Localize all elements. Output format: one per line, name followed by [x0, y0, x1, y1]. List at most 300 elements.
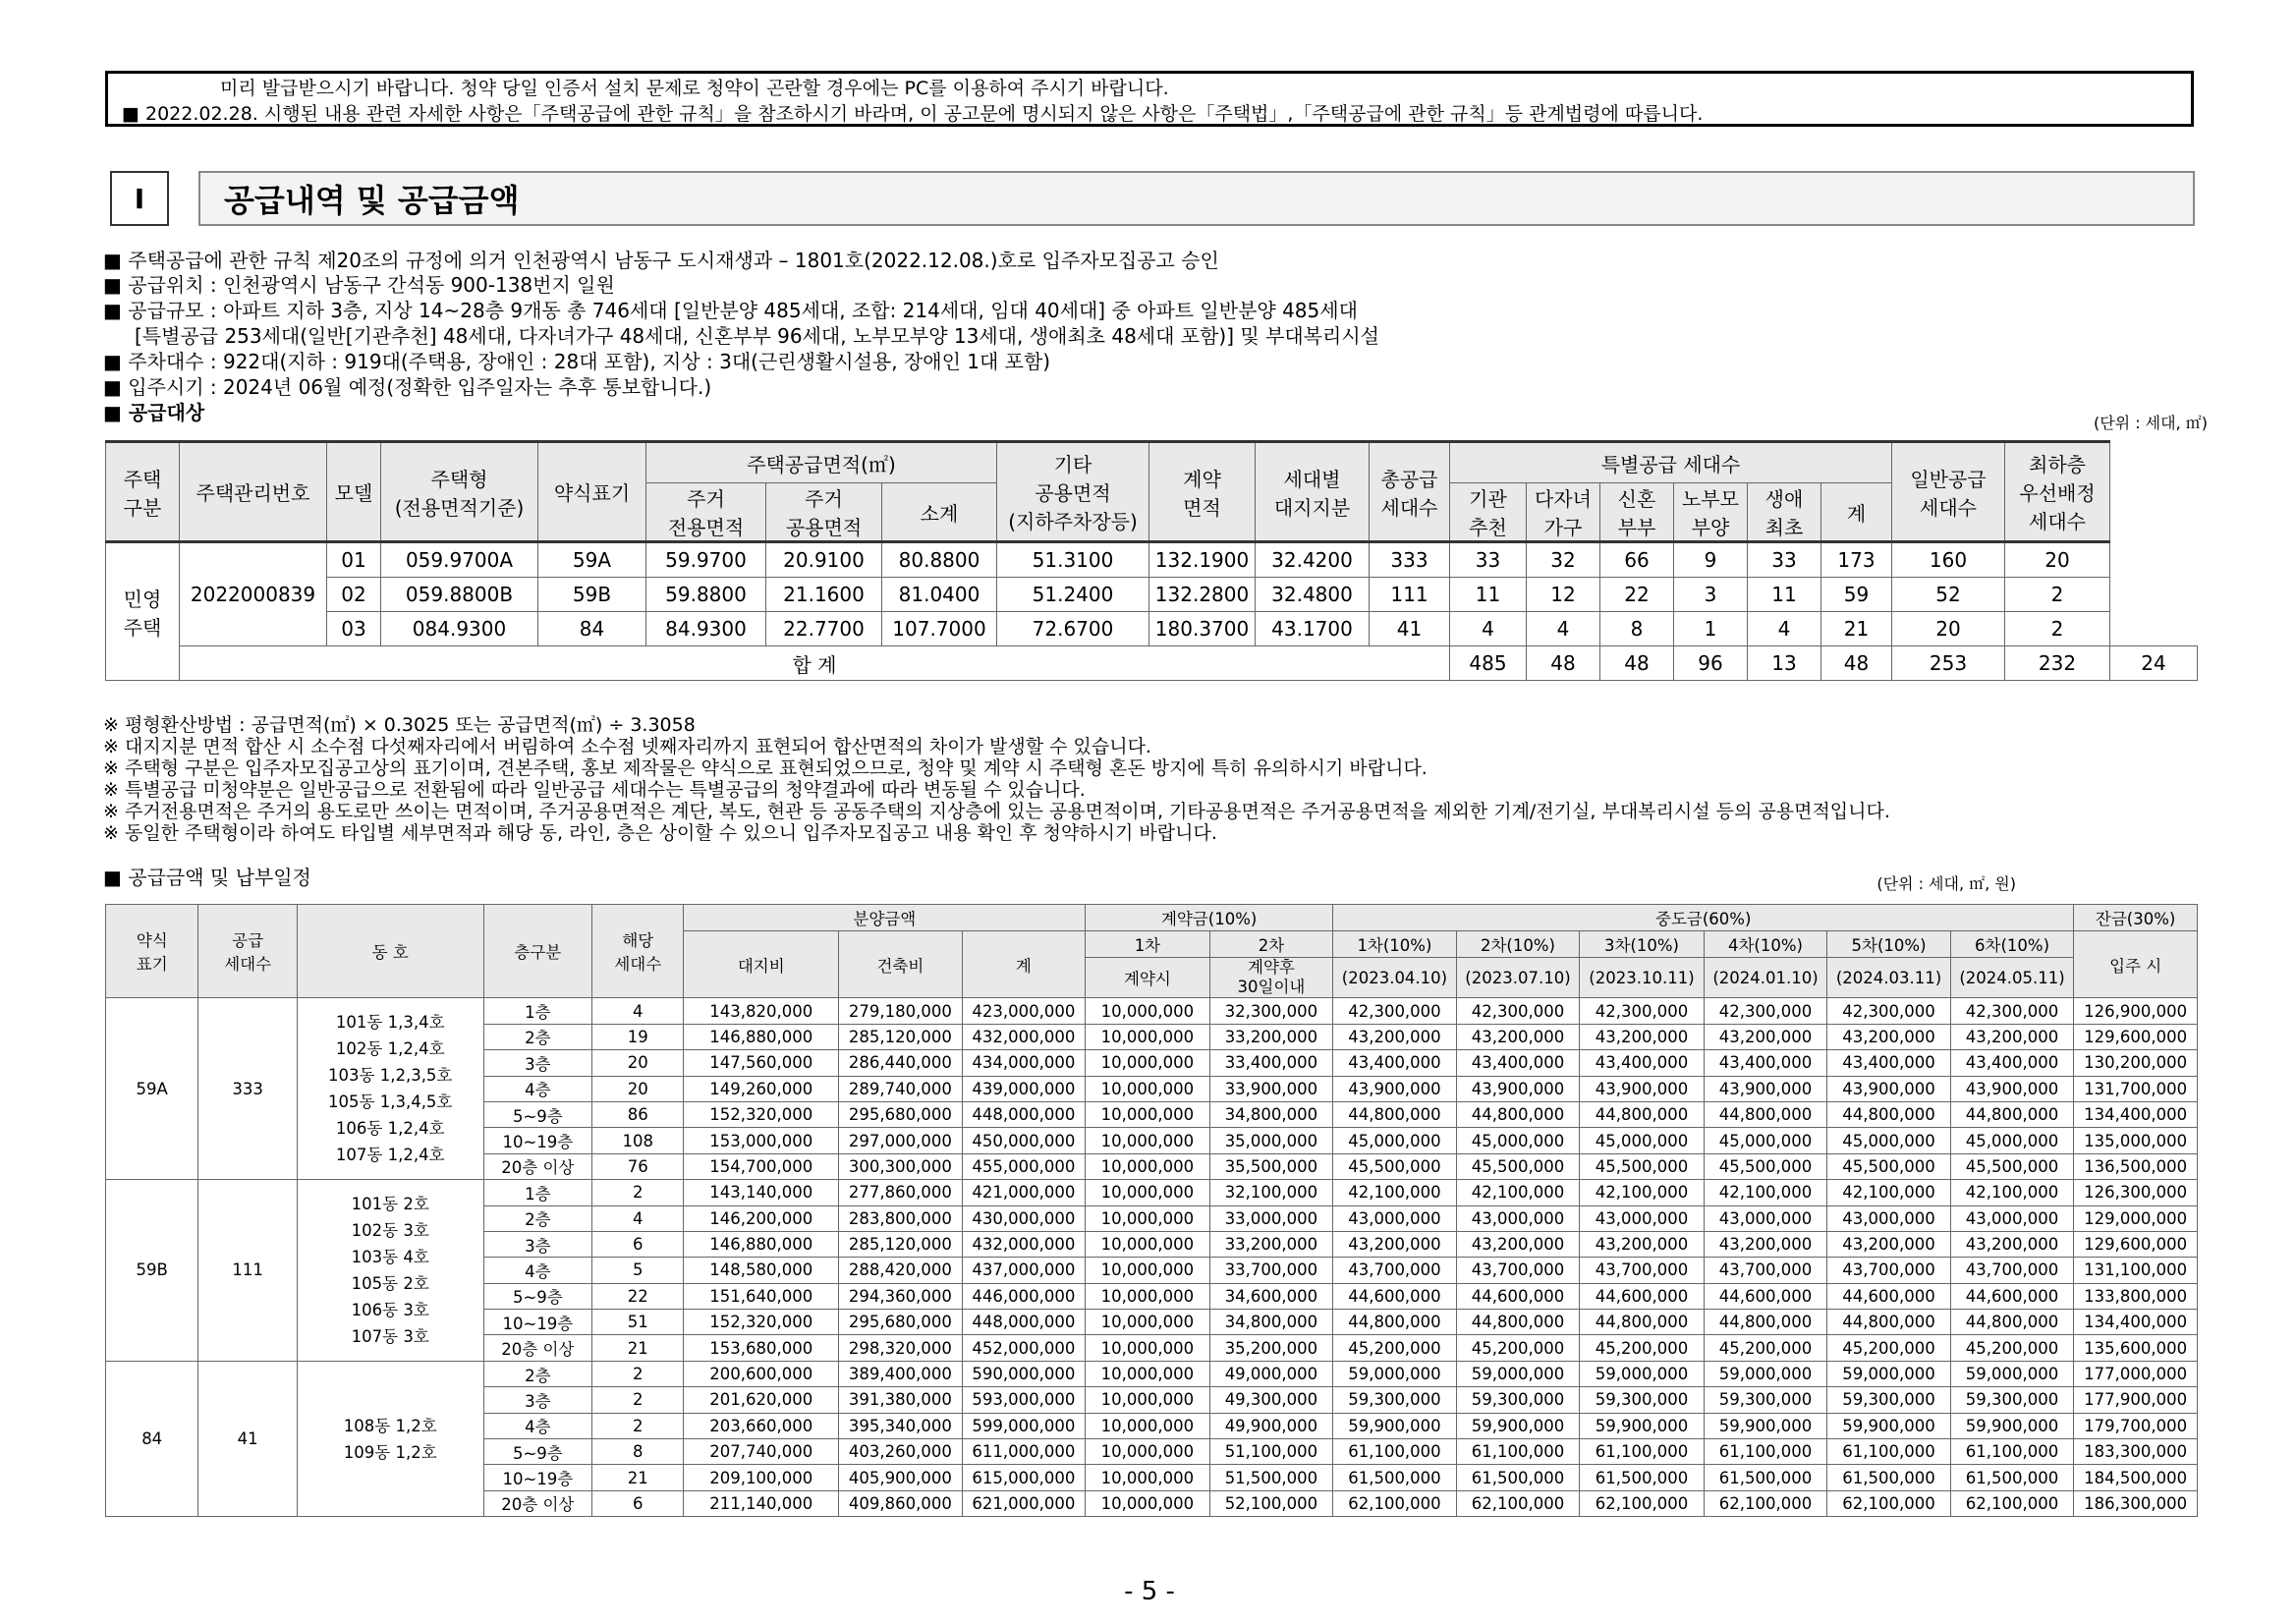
table-cell: 4층 — [483, 1413, 591, 1438]
table-cell: 43,200,000 — [1827, 1024, 1951, 1049]
table-cell: 391,380,000 — [839, 1387, 963, 1413]
table-cell: 33,900,000 — [1209, 1076, 1333, 1101]
table-cell: 32.4800 — [1256, 578, 1370, 612]
table-cell: 59,900,000 — [1950, 1413, 2074, 1438]
table-cell: 4 — [1527, 612, 1600, 646]
table-cell: 9 — [1674, 542, 1748, 578]
dongho-item: 103동 4호 — [351, 1247, 429, 1266]
dongho-item: 107동 3호 — [351, 1326, 429, 1346]
th2-mid-date-2: (2023.07.10) — [1456, 958, 1580, 998]
table-cell: 10,000,000 — [1086, 998, 1210, 1024]
table-cell: 4층 — [483, 1076, 591, 1101]
table-cell: 430,000,000 — [962, 1205, 1086, 1231]
th-general: 일반공급 세대수 — [1892, 442, 2005, 542]
th2-dep1: 1차 — [1086, 931, 1210, 958]
table-cell: 42,100,000 — [1580, 1180, 1705, 1205]
table-cell: 129,600,000 — [2074, 1024, 2198, 1049]
table-cell: 297,000,000 — [839, 1128, 963, 1153]
table-cell: 146,200,000 — [684, 1205, 839, 1231]
table-cell: 43.1700 — [1256, 612, 1370, 646]
table-cell: 4 — [592, 1205, 684, 1231]
cell-short: 59B — [106, 1180, 198, 1362]
th-house-class — [106, 442, 180, 542]
table-cell: 62,100,000 — [1704, 1490, 1827, 1516]
table-cell: 232 — [2005, 646, 2110, 681]
th2-mid-5: 5차(10%) — [1827, 931, 1951, 958]
table-cell: 403,260,000 — [839, 1439, 963, 1465]
table-cell: 135,000,000 — [2074, 1128, 2198, 1153]
table-cell: 10~19층 — [483, 1465, 591, 1490]
table-cell: 43,000,000 — [1580, 1205, 1705, 1231]
table-cell: 42,100,000 — [1333, 1180, 1457, 1205]
cell-mgmt-no: 2022000839 — [180, 542, 327, 646]
table-cell: 421,000,000 — [962, 1180, 1086, 1205]
cell-short: 84 — [106, 1361, 198, 1516]
th-other-common: 기타 공용면적 (지하주차장등) — [997, 442, 1149, 542]
table-row — [106, 998, 2198, 1024]
table-cell: 59.9700 — [646, 542, 766, 578]
th-lowest-floor: 최하층 우선배정 세대수 — [2005, 442, 2110, 542]
table-cell: 10,000,000 — [1086, 1310, 1210, 1335]
table-cell: 44,800,000 — [1580, 1310, 1705, 1335]
table-cell: 21 — [592, 1335, 684, 1361]
table-cell: 43,400,000 — [1456, 1050, 1580, 1076]
table-cell: 48 — [1600, 646, 1674, 681]
table-cell: 44,800,000 — [1827, 1310, 1951, 1335]
section-number: I — [110, 171, 169, 226]
table-cell: 43,400,000 — [1950, 1050, 2074, 1076]
table-cell: 131,100,000 — [2074, 1258, 2198, 1283]
table-cell: 49,900,000 — [1209, 1413, 1333, 1438]
table-cell: 43,400,000 — [1333, 1050, 1457, 1076]
table-cell: 183,300,000 — [2074, 1439, 2198, 1465]
table-cell: 279,180,000 — [839, 998, 963, 1024]
note-line: ※ 주택형 구분은 입주자모집공고상의 표기이며, 견본주택, 홍보 제작물은 약식으로 표현되었으므로, 청약 및 계약 시 주택형 혼돈 방지에 특히 유의하시기 바랍니다. — [103, 757, 1428, 779]
table-cell: 32,100,000 — [1209, 1180, 1333, 1205]
table-cell: 34,600,000 — [1209, 1283, 1333, 1309]
cell-supply: 111 — [198, 1180, 297, 1362]
table-cell: 134,400,000 — [2074, 1101, 2198, 1127]
table-cell: 6 — [592, 1490, 684, 1516]
table-cell: 130,200,000 — [2074, 1050, 2198, 1076]
table-cell: 43,900,000 — [1580, 1076, 1705, 1101]
table-cell: 180.3700 — [1149, 612, 1256, 646]
table-cell: 173 — [1821, 542, 1892, 578]
table-cell: 20층 이상 — [483, 1490, 591, 1516]
table-cell: 43,900,000 — [1456, 1076, 1580, 1101]
th-exclusive: 주거 전용면적 — [646, 483, 766, 542]
table-cell: 253 — [1892, 646, 2005, 681]
note-line: ※ 특별공급 미청약분은 일반공급으로 전환됨에 따라 일반공급 세대수는 특별공급의 청약결과에 따라 변동될 수 있습니다. — [103, 779, 1086, 801]
table-cell: 42,300,000 — [1950, 998, 2074, 1024]
section-title — [198, 171, 2195, 226]
table-cell: 289,740,000 — [839, 1076, 963, 1101]
table-cell: 45,200,000 — [1580, 1335, 1705, 1361]
section-title-text: 공급내역 및 공급금액 — [224, 182, 520, 219]
table-cell: 146,880,000 — [684, 1024, 839, 1049]
note-line: ※ 동일한 주택형이라 하여도 타입별 세부면적과 해당 동, 라인, 층은 상이할 수 있으니 입주자모집공고 내용 확인 후 청약하시기 바랍니다. — [103, 822, 1217, 844]
table-cell: 131,700,000 — [2074, 1076, 2198, 1101]
table-cell: 295,680,000 — [839, 1101, 963, 1127]
table-cell: 126,300,000 — [2074, 1180, 2198, 1205]
table-cell: 61,500,000 — [1456, 1465, 1580, 1490]
table-cell: 294,360,000 — [839, 1283, 963, 1309]
table-cell: 48 — [1821, 646, 1892, 681]
table-cell: 43,000,000 — [1333, 1205, 1457, 1231]
table-cell: 59,300,000 — [1827, 1387, 1951, 1413]
table-cell: 22 — [1600, 578, 1674, 612]
table-cell: 59,300,000 — [1704, 1387, 1827, 1413]
table-cell: 44,600,000 — [1950, 1283, 2074, 1309]
table-cell: 86 — [592, 1101, 684, 1127]
table-cell: 8 — [1600, 612, 1674, 646]
th-special-total: 계 — [1821, 483, 1892, 542]
table-cell: 10,000,000 — [1086, 1180, 1210, 1205]
th-mgmt-no: 주택관리번호 — [180, 442, 327, 542]
table-cell: 81.0400 — [882, 578, 997, 612]
table-cell: 62,100,000 — [1950, 1490, 2074, 1516]
dongho-item: 102동 1,2,4호 — [335, 1039, 445, 1059]
cell-dongho — [297, 1361, 483, 1516]
table-cell: 45,500,000 — [1456, 1153, 1580, 1179]
table-cell: 186,300,000 — [2074, 1490, 2198, 1516]
table-cell: 22 — [592, 1283, 684, 1309]
table-cell: 59,900,000 — [1333, 1413, 1457, 1438]
table-cell: 52,100,000 — [1209, 1490, 1333, 1516]
th2-dep1-when: 계약시 — [1086, 958, 1210, 998]
table-cell: 143,820,000 — [684, 998, 839, 1024]
table-cell: 207,740,000 — [684, 1439, 839, 1465]
table-cell: 44,800,000 — [1704, 1310, 1827, 1335]
table-cell: 43,900,000 — [1827, 1076, 1951, 1101]
table-cell: 49,300,000 — [1209, 1387, 1333, 1413]
table-cell: 132.2800 — [1149, 578, 1256, 612]
table-cell: 33,400,000 — [1209, 1050, 1333, 1076]
table-cell: 49,000,000 — [1209, 1361, 1333, 1386]
table-cell: 19 — [592, 1024, 684, 1049]
table-cell: 42,100,000 — [1950, 1180, 2074, 1205]
table-cell: 5~9층 — [483, 1283, 591, 1309]
table-cell: 45,200,000 — [1333, 1335, 1457, 1361]
table-cell: 51 — [592, 1310, 684, 1335]
table-cell: 45,000,000 — [1950, 1128, 2074, 1153]
table-cell: 1층 — [483, 1180, 591, 1205]
table-cell: 3층 — [483, 1050, 591, 1076]
table-cell: 10,000,000 — [1086, 1361, 1210, 1386]
table-cell: 59,900,000 — [1704, 1413, 1827, 1438]
table-cell: 2층 — [483, 1205, 591, 1231]
table-cell: 621,000,000 — [962, 1490, 1086, 1516]
table-cell: 61,100,000 — [1456, 1439, 1580, 1465]
table-cell: 33,000,000 — [1209, 1205, 1333, 1231]
table-cell: 35,500,000 — [1209, 1153, 1333, 1179]
table-cell: 2 — [592, 1413, 684, 1438]
table-cell: 2층 — [483, 1024, 591, 1049]
table-cell: 61,500,000 — [1704, 1465, 1827, 1490]
table-cell: 10~19층 — [483, 1310, 591, 1335]
table-cell: 590,000,000 — [962, 1361, 1086, 1386]
table-cell: 439,000,000 — [962, 1076, 1086, 1101]
table-cell: 72.6700 — [997, 612, 1149, 646]
table-cell: 10,000,000 — [1086, 1231, 1210, 1257]
table-cell: 184,500,000 — [2074, 1465, 2198, 1490]
table-cell: 151,640,000 — [684, 1283, 839, 1309]
table-cell: 43,900,000 — [1333, 1076, 1457, 1101]
bullet-move-in: ■ 입주시기 : 2024년 06월 예정(정확한 입주일자는 추후 통보합니다.) — [103, 375, 712, 399]
th-type: 주택형 (전용면적기준) — [381, 442, 538, 542]
th2-mid-2: 2차(10%) — [1456, 931, 1580, 958]
table-cell: 2 — [592, 1387, 684, 1413]
page-number: - 5 - — [1124, 1577, 1175, 1606]
th2-mid-4: 4차(10%) — [1704, 931, 1827, 958]
table-cell: 43,200,000 — [1580, 1024, 1705, 1049]
th-contract-area: 계약 면적 — [1149, 442, 1256, 542]
table-cell: 33,200,000 — [1209, 1024, 1333, 1049]
table-cell: 615,000,000 — [962, 1465, 1086, 1490]
table-cell: 48 — [1527, 646, 1600, 681]
th2-units: 해당 세대수 — [592, 905, 684, 998]
table-cell: 45,500,000 — [1580, 1153, 1705, 1179]
th2-dep2: 2차 — [1209, 931, 1333, 958]
th2-supply: 공급 세대수 — [198, 905, 297, 998]
th-multichild: 다자녀 가구 — [1527, 483, 1600, 542]
th-agency: 기관 추천 — [1450, 483, 1527, 542]
table-cell: 434,000,000 — [962, 1050, 1086, 1076]
table-cell: 20 — [1892, 612, 2005, 646]
bullet-scale: ■ 공급규모 : 아파트 지하 3층, 지상 14~28층 9개동 총 746세대 [일반분양 485세대, 조합: 214세대, 임대 40세대] 중 아파트 일반분양 485세대 — [103, 299, 1358, 322]
table-cell: 44,800,000 — [1456, 1310, 1580, 1335]
table-cell: 66 — [1600, 542, 1674, 578]
table-cell: 42,300,000 — [1456, 998, 1580, 1024]
table-cell: 10,000,000 — [1086, 1205, 1210, 1231]
table-cell: 12 — [1527, 578, 1600, 612]
table-cell: 59,000,000 — [1580, 1361, 1705, 1386]
table-cell: 107.7000 — [882, 612, 997, 646]
dongho-item: 106동 3호 — [351, 1300, 429, 1319]
table-cell: 33 — [1450, 542, 1527, 578]
price-schedule-table — [105, 904, 2198, 1517]
table-cell: 2 — [2005, 578, 2110, 612]
table-cell: 2 — [592, 1361, 684, 1386]
table-cell: 59B — [538, 578, 646, 612]
table-cell: 32,300,000 — [1209, 998, 1333, 1024]
note-line: ※ 평형환산방법 : 공급면적(㎡) × 0.3025 또는 공급면적(㎡) ÷ 3.3058 — [103, 714, 696, 736]
cell-supply: 41 — [198, 1361, 297, 1516]
table-cell: 43,900,000 — [1704, 1076, 1827, 1101]
table-cell: 20.9100 — [766, 542, 882, 578]
th-total-supply: 총공급 세대수 — [1370, 442, 1450, 542]
table-cell: 61,100,000 — [1950, 1439, 2074, 1465]
table-cell: 10,000,000 — [1086, 1283, 1210, 1309]
table-cell: 33,700,000 — [1209, 1258, 1333, 1283]
table-cell: 20 — [592, 1076, 684, 1101]
table-cell: 45,200,000 — [1704, 1335, 1827, 1361]
table-cell: 5~9층 — [483, 1101, 591, 1127]
table-cell: 51.2400 — [997, 578, 1149, 612]
table-cell: 3층 — [483, 1387, 591, 1413]
table-cell: 96 — [1674, 646, 1748, 681]
table-cell: 132.1900 — [1149, 542, 1256, 578]
table-cell: 52 — [1892, 578, 2005, 612]
table-cell: 42,100,000 — [1704, 1180, 1827, 1205]
table-cell: 20층 이상 — [483, 1335, 591, 1361]
th2-land: 대지비 — [684, 931, 839, 998]
table-cell: 61,500,000 — [1827, 1465, 1951, 1490]
table-cell: 4 — [592, 998, 684, 1024]
table-row — [106, 578, 2198, 612]
table-cell: 43,200,000 — [1580, 1231, 1705, 1257]
table-cell: 1 — [1674, 612, 1748, 646]
table-cell: 59,000,000 — [1456, 1361, 1580, 1386]
dongho-item: 107동 1,2,4호 — [335, 1146, 445, 1165]
table-cell: 10,000,000 — [1086, 1258, 1210, 1283]
table-cell: 135,600,000 — [2074, 1335, 2198, 1361]
table-cell: 59,300,000 — [1333, 1387, 1457, 1413]
cell-house-class: 민영 주택 — [106, 542, 180, 681]
table-cell: 21 — [592, 1465, 684, 1490]
table-cell: 61,500,000 — [1333, 1465, 1457, 1490]
table-cell: 20 — [592, 1050, 684, 1076]
table-cell: 146,880,000 — [684, 1231, 839, 1257]
table-cell: 485 — [1450, 646, 1527, 681]
th-special-group: 특별공급 세대수 — [1450, 442, 1892, 483]
table-cell: 10,000,000 — [1086, 1101, 1210, 1127]
table-cell: 211,140,000 — [684, 1490, 839, 1516]
table-cell: 593,000,000 — [962, 1387, 1086, 1413]
th2-mid-date-5: (2024.03.11) — [1827, 958, 1951, 998]
table-cell: 45,200,000 — [1950, 1335, 2074, 1361]
table-cell: 20 — [2005, 542, 2110, 578]
table-cell: 143,140,000 — [684, 1180, 839, 1205]
th2-mid-3: 3차(10%) — [1580, 931, 1705, 958]
table-cell: 129,600,000 — [2074, 1231, 2198, 1257]
cell-short: 59A — [106, 998, 198, 1180]
table-cell: 3 — [1674, 578, 1748, 612]
table-cell: 395,340,000 — [839, 1413, 963, 1438]
table-cell: 42,100,000 — [1827, 1180, 1951, 1205]
table-cell: 5 — [592, 1258, 684, 1283]
th2-balance-when: 입주 시 — [2074, 931, 2198, 998]
th2-mid-date-6: (2024.05.11) — [1950, 958, 2074, 998]
table-cell: 33,200,000 — [1209, 1231, 1333, 1257]
th2-price-group: 분양금액 — [684, 905, 1086, 931]
table-cell: 10,000,000 — [1086, 1128, 1210, 1153]
table-cell: 423,000,000 — [962, 998, 1086, 1024]
table-cell: 21 — [1821, 612, 1892, 646]
notice-line-1: 미리 발급받으시기 바랍니다. 청약 당일 인증서 설치 문제로 청약이 곤란할 경우에는 PC를 이용하여 주시기 바랍니다. — [220, 78, 1169, 99]
table-cell: 41 — [1370, 612, 1450, 646]
table-cell: 160 — [1892, 542, 2005, 578]
table-cell: 61,500,000 — [1950, 1465, 2074, 1490]
table-cell: 152,320,000 — [684, 1101, 839, 1127]
table-cell: 10,000,000 — [1086, 1153, 1210, 1179]
table-cell: 44,800,000 — [1333, 1101, 1457, 1127]
table-cell: 44,600,000 — [1704, 1283, 1827, 1309]
table-cell: 6 — [592, 1231, 684, 1257]
table-cell: 35,200,000 — [1209, 1335, 1333, 1361]
table-row — [106, 542, 2198, 578]
table-cell: 4층 — [483, 1258, 591, 1283]
th2-mid-date-4: (2024.01.10) — [1704, 958, 1827, 998]
table-cell: 59,900,000 — [1456, 1413, 1580, 1438]
dongho-item: 105동 2호 — [351, 1273, 429, 1293]
th2-mid-date-3: (2023.10.11) — [1580, 958, 1705, 998]
table-row — [106, 1180, 2198, 1205]
table-cell: 389,400,000 — [839, 1361, 963, 1386]
table-cell: 43,900,000 — [1950, 1076, 2074, 1101]
th-subtotal: 소계 — [882, 483, 997, 542]
th-model: 모델 — [327, 442, 381, 542]
table-cell: 59,900,000 — [1827, 1413, 1951, 1438]
table-cell: 152,320,000 — [684, 1310, 839, 1335]
table-cell: 45,500,000 — [1827, 1153, 1951, 1179]
table-cell: 201,620,000 — [684, 1387, 839, 1413]
table-cell: 61,500,000 — [1580, 1465, 1705, 1490]
th2-floor: 층구분 — [483, 905, 591, 998]
table-cell: 43,200,000 — [1456, 1024, 1580, 1049]
table-cell: 59,000,000 — [1333, 1361, 1457, 1386]
table-cell: 298,320,000 — [839, 1335, 963, 1361]
supply-target-heading: ■ 공급대상 — [103, 401, 205, 424]
table-cell: 43,700,000 — [1827, 1258, 1951, 1283]
th-newlywed: 신혼 부부 — [1600, 483, 1674, 542]
table-cell: 148,580,000 — [684, 1258, 839, 1283]
table-cell: 22.7700 — [766, 612, 882, 646]
table-cell: 2층 — [483, 1361, 591, 1386]
table-cell: 133,800,000 — [2074, 1283, 2198, 1309]
dongho-item: 109동 1,2호 — [343, 1442, 437, 1462]
table-cell: 446,000,000 — [962, 1283, 1086, 1309]
table-cell: 44,800,000 — [1827, 1101, 1951, 1127]
table-cell: 43,400,000 — [1704, 1050, 1827, 1076]
table-cell: 455,000,000 — [962, 1153, 1086, 1179]
table-cell: 5~9층 — [483, 1439, 591, 1465]
th2-building: 건축비 — [839, 931, 963, 998]
table-cell: 34,800,000 — [1209, 1310, 1333, 1335]
cell-dongho — [297, 998, 483, 1180]
table-cell: 43,700,000 — [1456, 1258, 1580, 1283]
table-cell: 203,660,000 — [684, 1413, 839, 1438]
th-area-group: 주택공급면적(㎡) — [646, 442, 997, 483]
table-cell: 45,500,000 — [1704, 1153, 1827, 1179]
table-cell: 45,000,000 — [1704, 1128, 1827, 1153]
table-cell: 333 — [1370, 542, 1450, 578]
table-cell: 61,100,000 — [1333, 1439, 1457, 1465]
th2-mid-1: 1차(10%) — [1333, 931, 1457, 958]
table-cell: 62,100,000 — [1456, 1490, 1580, 1516]
table-cell: 295,680,000 — [839, 1310, 963, 1335]
table-cell: 43,400,000 — [1580, 1050, 1705, 1076]
th-elderly: 노부모 부양 — [1674, 483, 1748, 542]
table-cell: 10,000,000 — [1086, 1413, 1210, 1438]
th-first-time: 생애 최초 — [1748, 483, 1821, 542]
table-cell: 108 — [592, 1128, 684, 1153]
table-cell: 2 — [592, 1180, 684, 1205]
table-cell: 59,000,000 — [1704, 1361, 1827, 1386]
table-cell: 21.1600 — [766, 578, 882, 612]
table-cell: 409,860,000 — [839, 1490, 963, 1516]
table-cell: 62,100,000 — [1333, 1490, 1457, 1516]
table-cell: 448,000,000 — [962, 1310, 1086, 1335]
th2-mid-group: 중도금(60%) — [1333, 905, 2074, 931]
table-cell: 43,200,000 — [1704, 1231, 1827, 1257]
table-cell: 179,700,000 — [2074, 1413, 2198, 1438]
table-cell: 59,300,000 — [1456, 1387, 1580, 1413]
supply-target-body — [106, 542, 2198, 681]
table-cell: 59A — [538, 542, 646, 578]
bullet-approval: ■ 주택공급에 관한 규칙 제20조의 규정에 의거 인천광역시 남동구 도시재생과 – 1801호(2022.12.08.)호로 입주자모집공고 승인 — [103, 249, 1219, 272]
table-cell: 10,000,000 — [1086, 1024, 1210, 1049]
